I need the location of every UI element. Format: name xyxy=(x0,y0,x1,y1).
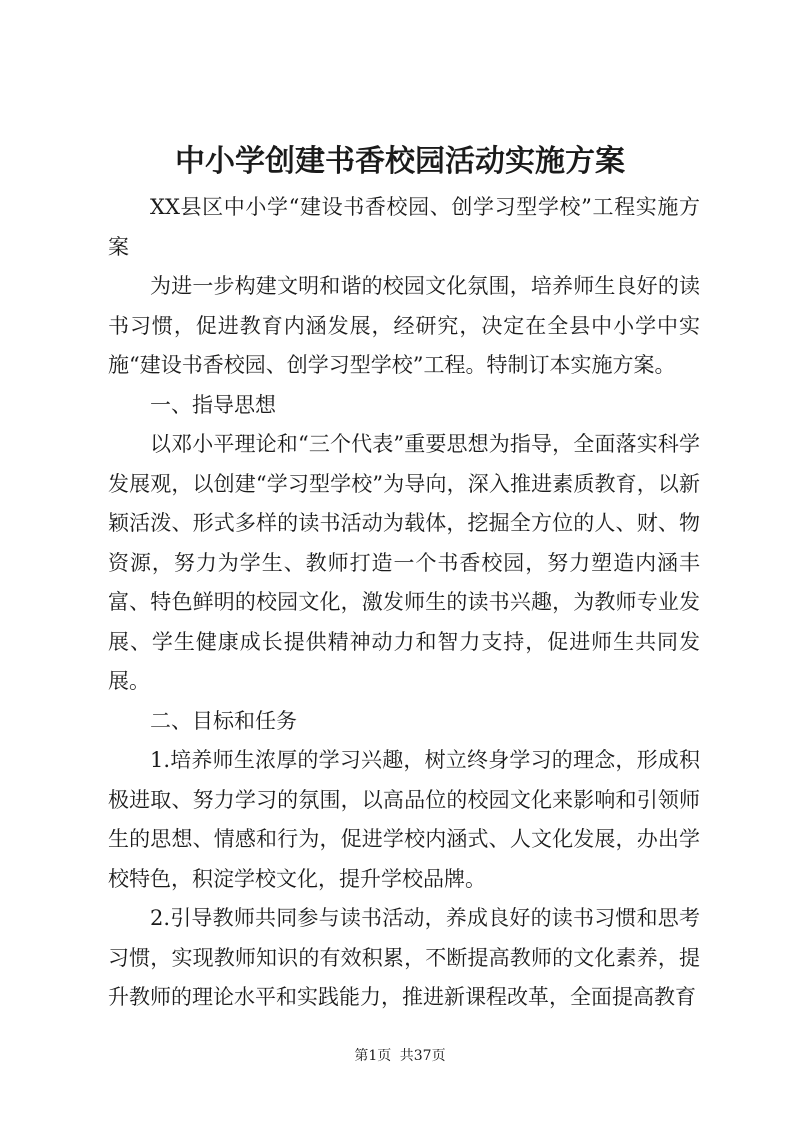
page-footer xyxy=(0,1046,800,1066)
paragraph-intro: 为进一步构建文明和谐的校园文化氛围，培养师生良好的读书习惯，促进教育内涵发展，经研究，决定在全县中小学中实施“建设书香校园、创学习型学校”工程。特制订本实施方案。 xyxy=(108,274,700,377)
section-heading-guiding-ideology: 一、指导思想 xyxy=(150,392,276,417)
document-body xyxy=(108,188,700,1018)
page-number: 第1页 xyxy=(354,1048,392,1064)
total-pages: 共37页 xyxy=(399,1048,446,1064)
paragraph-guiding-ideology: 以邓小平理论和“三个代表”重要思想为指导，全面落实科学发展观，以创建“学习型学校”为导向，深入推进素质教育，以新颖活泼、形式多样的读书活动为载体，挖掘全方位的人、财、物资源，努力为学生、教师打造一个书香校园，努力塑造内涵丰富、特色鲜明的校园文化，激发师生的读书兴趣，为教师专业发展、学生健康成长提供精神动力和智力支持，促进师生共同发展。 xyxy=(108,432,700,693)
document-title: 中小学创建书香校园活动实施方案 xyxy=(175,144,625,179)
paragraph-goal-2: 2.引导教师共同参与读书活动，养成良好的读书习惯和思考习惯，实现教师知识的有效积累，不断提高教师的文化素养，提升教师的理论水平和实践能力，推进新课程改革，全面提高教育 xyxy=(108,906,700,1009)
paragraph-subtitle: XX县区中小学“建设书香校园、创学习型学校”工程实施方案 xyxy=(108,195,700,259)
paragraph-goal-1: 1.培养师生浓厚的学习兴趣，树立终身学习的理念，形成积极进取、努力学习的氛围，以高品位的校园文化来影响和引领师生的思想、情感和行为，促进学校内涵式、人文化发展，办出学校特色，积淀学校文化，提升学校品牌。 xyxy=(108,748,700,891)
section-heading-goals-tasks: 二、目标和任务 xyxy=(150,708,297,733)
